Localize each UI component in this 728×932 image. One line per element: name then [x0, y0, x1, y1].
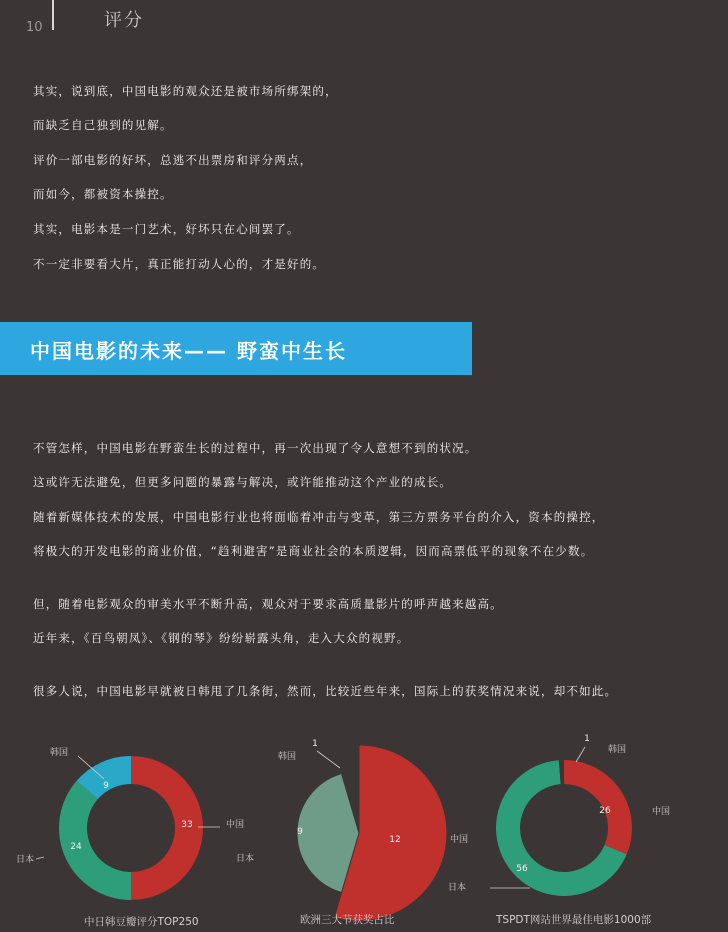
data-label-china: 26: [599, 806, 611, 816]
data-label-korea: 9: [103, 781, 109, 791]
category-label-japan: 日本: [16, 855, 35, 865]
slice-japan: [59, 781, 131, 900]
leader-line: [317, 751, 340, 768]
pie-chart: [236, 728, 480, 918]
intro-line: 其实，说到底，中国电影的观众还是被市场所绑架的，: [33, 84, 338, 98]
page-number: 10: [26, 20, 43, 35]
banner-title: 中国电影的未来—— 野蛮中生长: [30, 339, 347, 363]
donut-chart: [448, 728, 728, 918]
leader-line: [576, 747, 585, 762]
donut-chart: [0, 728, 245, 918]
body-line: 但，随着电影观众的审美水平不断升高，观众对于要求高质量影片的呼声越来越高。: [33, 597, 503, 611]
section-banner: [0, 322, 472, 375]
category-label-china: 中国: [450, 835, 469, 845]
header-divider: [52, 0, 54, 30]
body-line: 近年来，《百鸟朝凤》、《钢的琴》纷纷崭露头角，走入大众的视野。: [33, 631, 410, 645]
category-label-korea: 韩国: [608, 745, 627, 755]
body-line: 将极大的开发电影的商业价值，“趋利避害”是商业社会的本质逻辑，因而高票低平的现象不在少数。: [33, 544, 594, 558]
data-label-japan: 24: [70, 842, 82, 852]
category-label-china: 中国: [226, 820, 245, 830]
body-line: 不管怎样，中国电影在野蛮生长的过程中，再一次出现了令人意想不到的状况。: [33, 441, 478, 455]
body-line: 很多人说，中国电影早就被日韩甩了几条街，然而，比较近些年来，国际上的获奖情况来说，却不如此。: [33, 684, 618, 698]
section-title: 评分: [104, 10, 144, 31]
intro-line: 而缺乏自己独到的见解。: [33, 118, 173, 132]
body-line: 随着新媒体技术的发展，中国电影行业也将面临着冲击与变革，第三方票务平台的介入，资本的操控，: [33, 510, 605, 524]
chart-caption: TSPDT网站世界最佳电影1000部: [496, 914, 652, 926]
leader-line: [36, 857, 44, 859]
data-label-korea: 1: [584, 734, 590, 744]
page-header: [0, 0, 728, 50]
chart-europe-festivals: [236, 728, 480, 918]
category-label-china: 中国: [652, 807, 671, 817]
category-label-korea: 韩国: [278, 752, 297, 762]
chart-tspdt-1000: [448, 728, 728, 918]
data-label-china: 12: [389, 835, 401, 845]
intro-line: 而如今，都被资本操控。: [33, 187, 173, 201]
data-label-korea: 1: [312, 739, 318, 749]
intro-line: 评价一部电影的好坏，总逃不出票房和评分两点，: [33, 153, 313, 167]
slice-china: [564, 760, 632, 854]
category-label-korea: 韩国: [50, 748, 69, 758]
body-line: 这或许无法避免，但更多问题的暴露与解决，或许能推动这个产业的成长。: [33, 475, 453, 489]
chart-caption: 中日韩豆瓣评分TOP250: [84, 916, 199, 928]
intro-line: 其实，电影本是一门艺术，好坏只在心间罢了。: [33, 222, 300, 236]
chart-douban-top250: [0, 728, 245, 918]
category-label-japan: 日本: [236, 854, 255, 864]
category-label-japan: 日本: [448, 883, 467, 893]
chart-caption: 欧洲三大节获奖占比: [300, 914, 395, 926]
data-label-japan: 56: [516, 864, 528, 874]
intro-line: 不一定非要看大片，真正能打动人心的，才是好的。: [33, 257, 326, 271]
data-label-china: 33: [181, 820, 193, 830]
data-label-japan: 9: [297, 827, 303, 837]
